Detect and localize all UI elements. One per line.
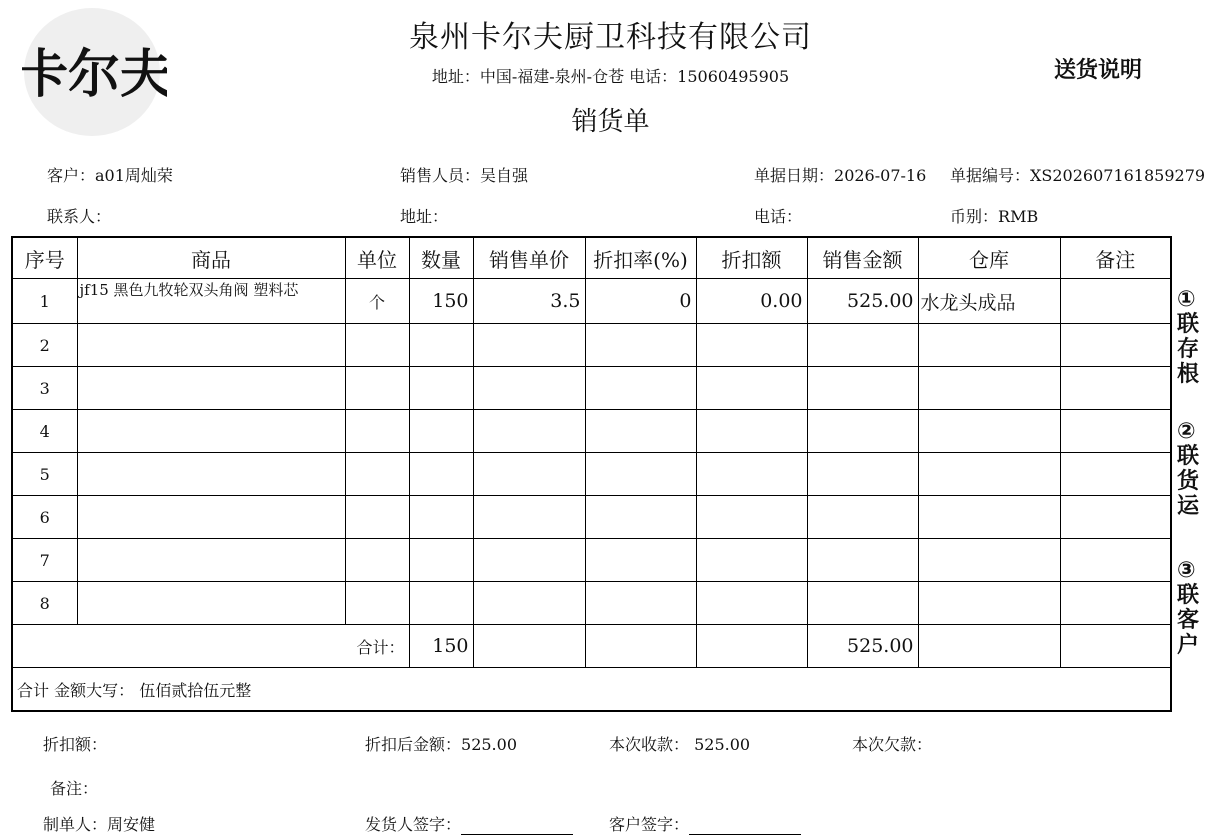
delivery-note-label: 送货说明 xyxy=(1054,58,1143,83)
side-label-text: 联货运 xyxy=(1177,444,1200,519)
side-label-num: ② xyxy=(1177,419,1196,444)
table-row xyxy=(12,410,1171,453)
header-amount: 销售金额 xyxy=(807,237,918,279)
amount-words-value: 伍佰贰拾伍元整 xyxy=(139,680,252,700)
footer-after-discount xyxy=(365,732,517,755)
side-label-text: 联存根 xyxy=(1177,312,1200,387)
contact-label: 联系人： xyxy=(47,207,112,226)
row-no: 1 xyxy=(12,279,77,324)
amount-words-row xyxy=(12,668,1171,712)
phone-label: 电话： xyxy=(754,207,803,226)
table-row xyxy=(12,367,1171,410)
currency-label: 币别： xyxy=(950,207,999,226)
header-price: 销售单价 xyxy=(473,237,585,279)
phone-field xyxy=(754,204,802,227)
total-amount: 525.00 xyxy=(807,625,918,668)
header-qty: 数量 xyxy=(409,237,473,279)
row-no: 6 xyxy=(12,496,77,539)
maker-value: 周安健 xyxy=(107,815,156,834)
footer-owed xyxy=(852,732,932,755)
received-label: 本次收款： xyxy=(609,735,690,754)
header-rate: 折扣率(%) xyxy=(585,237,696,279)
shipper-sign-label: 发货人签字： xyxy=(365,815,462,834)
side-label-stub xyxy=(1177,287,1203,387)
footer-remark xyxy=(50,776,98,799)
row-price: 3.5 xyxy=(473,279,585,324)
after-discount-label: 折扣后金额： xyxy=(365,735,462,754)
maker-label: 制单人： xyxy=(43,815,108,834)
footer-received xyxy=(609,732,750,755)
amount-words-label: 合计 金额大写： xyxy=(17,680,135,700)
row-product: jf15 黑色九牧轮双头角阀 塑料芯 xyxy=(77,279,345,324)
remark-label: 备注： xyxy=(50,779,99,798)
header-no: 序号 xyxy=(12,237,77,279)
salesperson-field xyxy=(400,163,528,186)
footer-shipper-sign xyxy=(365,812,573,835)
row-discount: 0.00 xyxy=(696,279,807,324)
customer-value: a01周灿荣 xyxy=(95,166,173,185)
company-address: 地址：中国-福建-泉州-仓苍 电话：15060495905 xyxy=(431,67,790,86)
table-row xyxy=(12,279,1171,324)
received-value: 525.00 xyxy=(694,735,751,754)
date-field xyxy=(754,163,926,186)
header-remark: 备注 xyxy=(1060,237,1171,279)
shipper-sign-line xyxy=(461,820,573,835)
row-warehouse: 水龙头成品 xyxy=(918,279,1060,324)
customer-sign-label: 客户签字： xyxy=(609,815,690,834)
logo-text: 卡尔夫 xyxy=(22,45,167,105)
footer-customer-sign xyxy=(609,812,801,835)
contact-field xyxy=(47,204,111,227)
side-label-freight xyxy=(1177,419,1203,519)
date-value: 2026-07-16 xyxy=(834,166,927,185)
customer-field xyxy=(47,163,173,186)
salesperson-label: 销售人员： xyxy=(400,166,481,185)
header-discount: 折扣额 xyxy=(696,237,807,279)
after-discount-value: 525.00 xyxy=(461,735,517,754)
table-row xyxy=(12,496,1171,539)
owed-label: 本次欠款： xyxy=(852,735,933,754)
document-title: 销货单 xyxy=(571,107,650,137)
row-no: 8 xyxy=(12,582,77,625)
total-qty: 150 xyxy=(409,625,473,668)
side-label-num: ① xyxy=(1177,287,1196,312)
row-no: 5 xyxy=(12,453,77,496)
footer-discount xyxy=(43,732,107,755)
currency-value: RMB xyxy=(998,207,1039,226)
header-warehouse: 仓库 xyxy=(918,237,1060,279)
row-amount: 525.00 xyxy=(807,279,918,324)
row-no: 4 xyxy=(12,410,77,453)
total-row xyxy=(12,625,1171,668)
table-row xyxy=(12,453,1171,496)
date-label: 单据日期： xyxy=(754,166,835,185)
currency-field xyxy=(950,204,1038,227)
table-row xyxy=(12,582,1171,625)
table-row xyxy=(12,324,1171,367)
row-unit: 个 xyxy=(345,279,409,324)
row-qty: 150 xyxy=(409,279,473,324)
header-unit: 单位 xyxy=(345,237,409,279)
items-table xyxy=(11,236,1172,712)
company-name: 泉州卡尔夫厨卫科技有限公司 xyxy=(409,20,812,55)
row-no: 2 xyxy=(12,324,77,367)
doc-no-field xyxy=(950,163,1205,186)
total-label: 合计： xyxy=(12,625,409,668)
header-product: 商品 xyxy=(77,237,345,279)
row-rate: 0 xyxy=(585,279,696,324)
side-label-num: ③ xyxy=(1177,558,1196,583)
row-no: 7 xyxy=(12,539,77,582)
side-label-customer xyxy=(1177,558,1203,658)
doc-no-label: 单据编号： xyxy=(950,166,1031,185)
doc-no-value: XS202607161859279 xyxy=(1030,166,1206,185)
address-label: 地址： xyxy=(400,207,449,226)
salesperson-value: 吴自强 xyxy=(480,166,529,185)
table-row xyxy=(12,539,1171,582)
row-no: 3 xyxy=(12,367,77,410)
side-label-text: 联客户 xyxy=(1177,583,1200,658)
customer-label: 客户： xyxy=(47,166,96,185)
footer-maker xyxy=(43,812,155,835)
row-remark xyxy=(1060,279,1171,324)
customer-sign-line xyxy=(689,820,801,835)
address-field xyxy=(400,204,448,227)
discount-label: 折扣额： xyxy=(43,735,108,754)
